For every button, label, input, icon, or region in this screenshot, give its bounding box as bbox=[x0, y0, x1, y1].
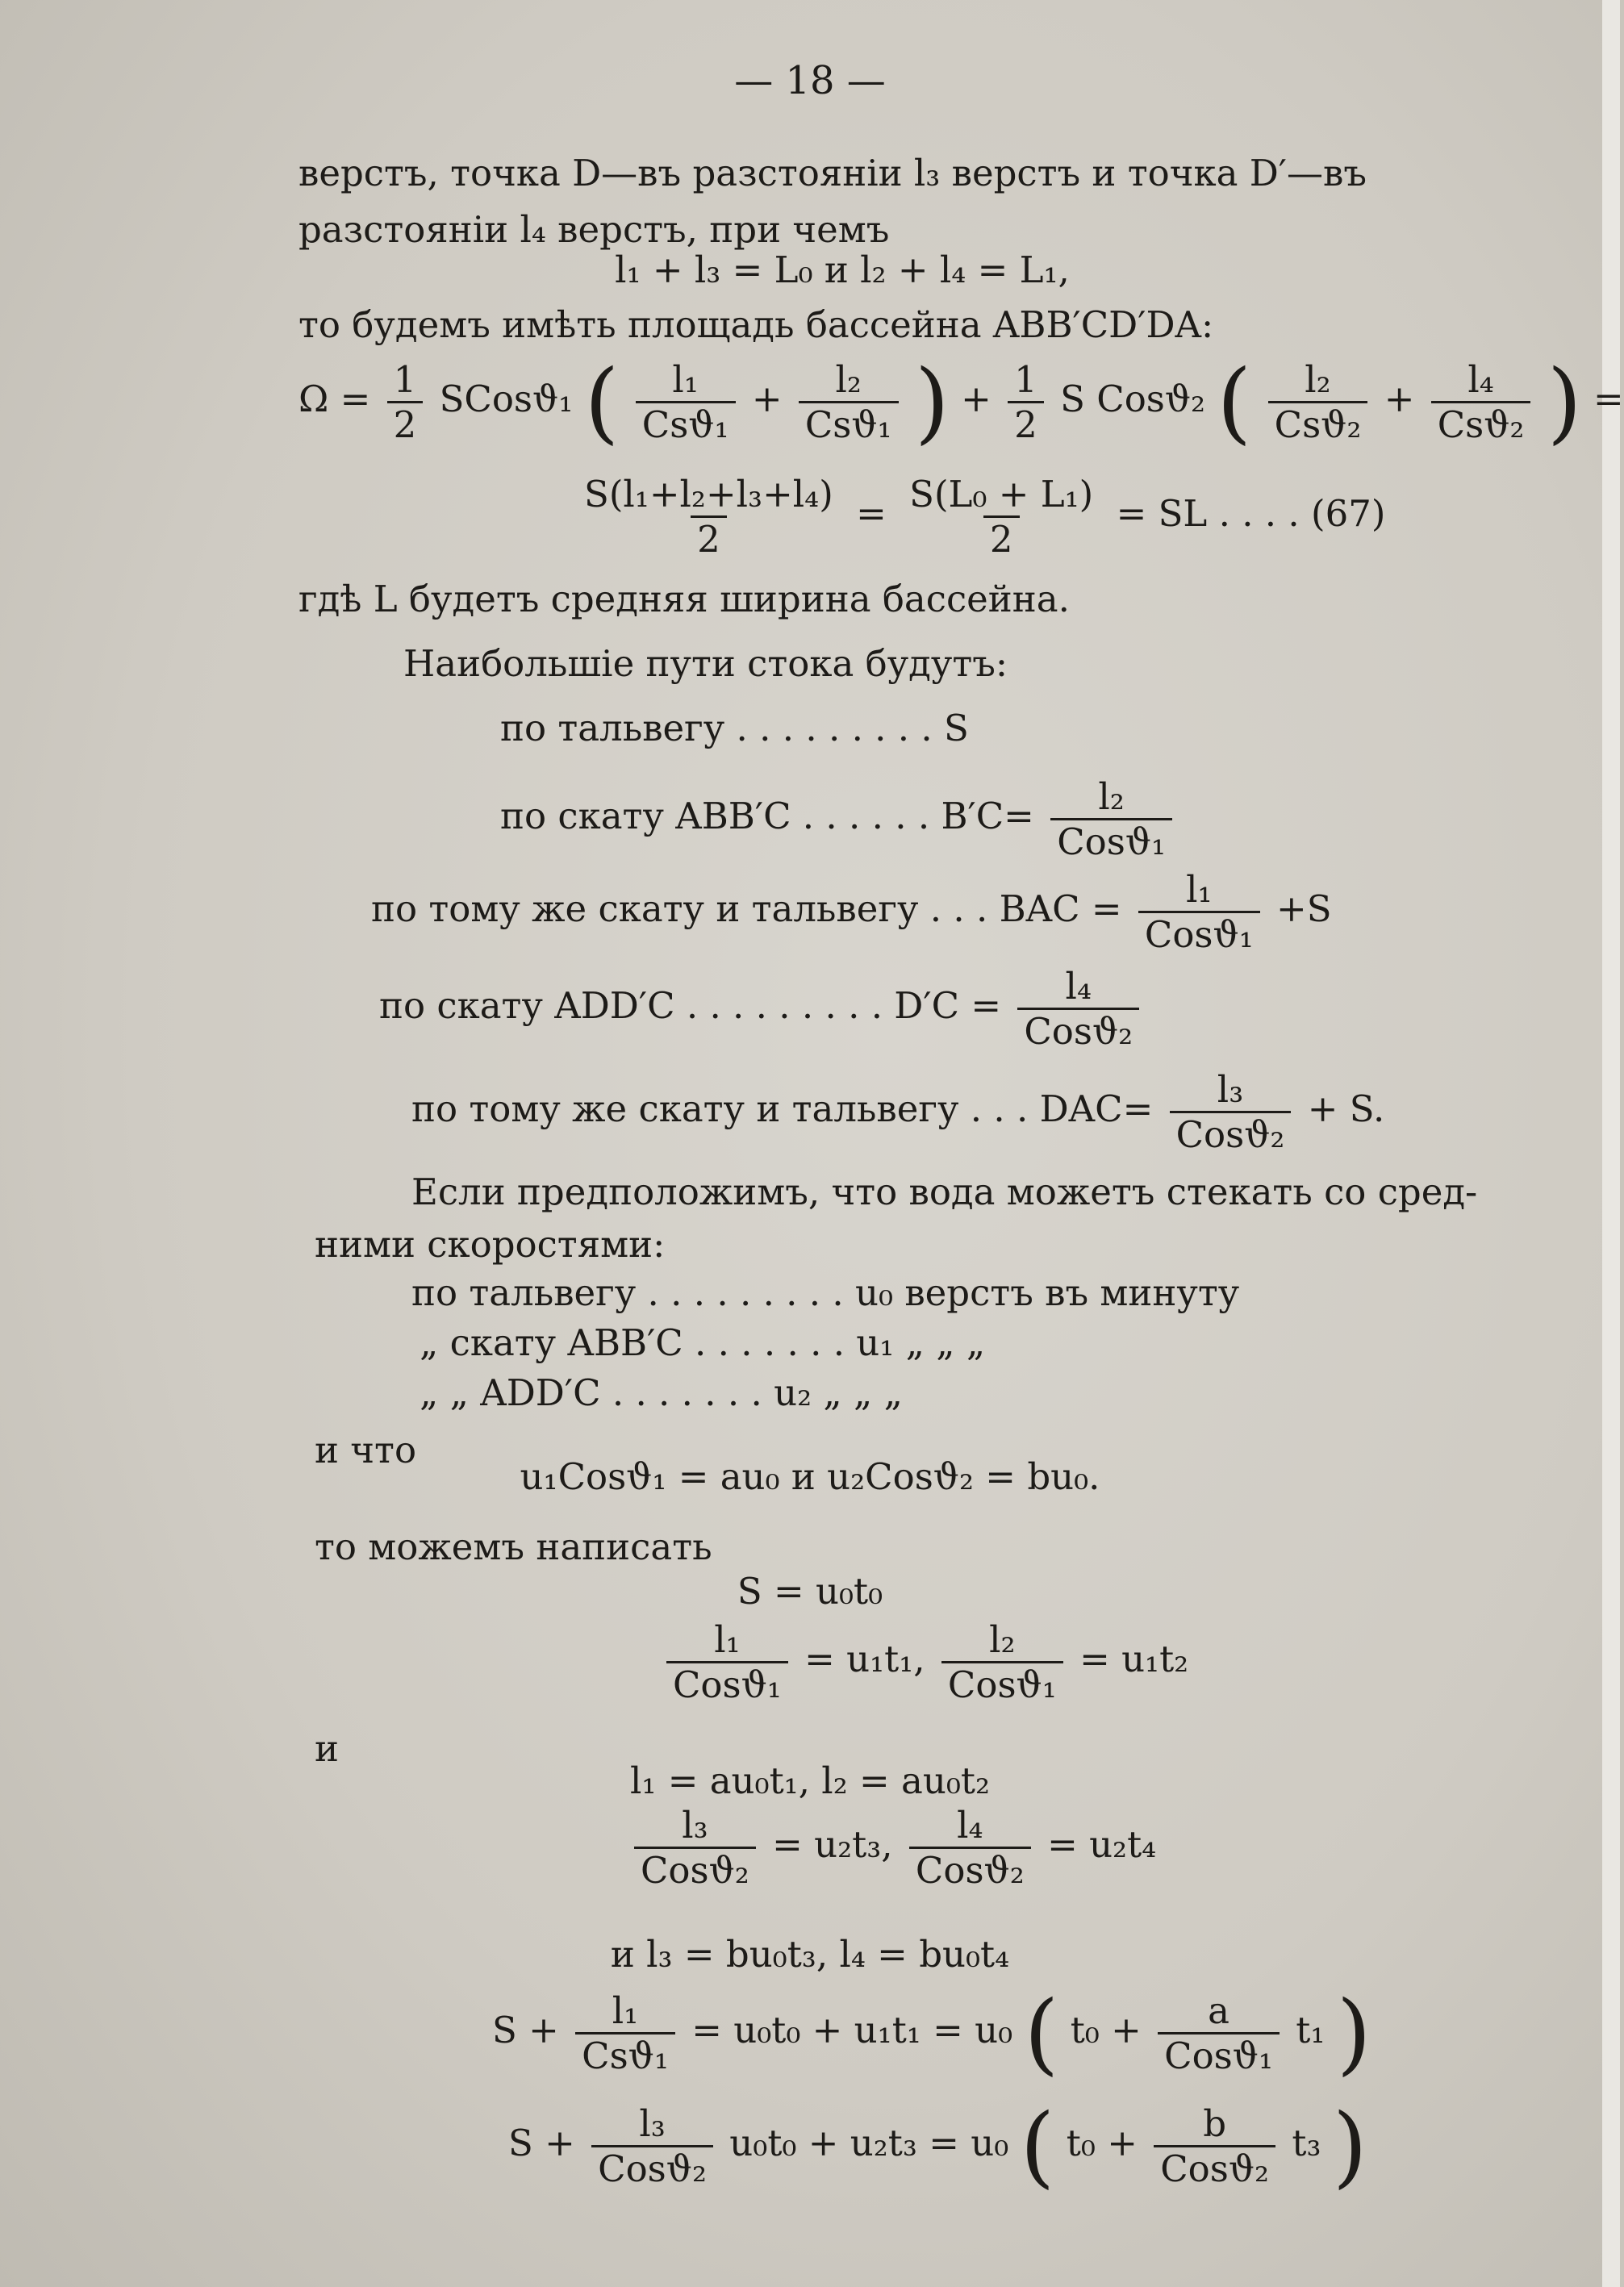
fraction: l₁ Csϑ₁ bbox=[636, 361, 736, 443]
fraction: l₂ Cosϑ₁ bbox=[1050, 778, 1172, 860]
path-slope-abbc: по скату ABB′C . . . . . . B′C= l₂ Cosϑ₁ bbox=[500, 778, 1177, 860]
text-line: Наибольшіе пути стока будутъ: bbox=[403, 642, 1008, 685]
equation-final-1: S + l₁ Csϑ₁ = u₀t₀ + u₁t₁ = u₀ ( t₀ + a Cosϑ₁ t₁ ) bbox=[492, 1981, 1371, 2085]
path-slope-thalweg-2: по тому же скату и тальвегу . . . DAC= l₃ Cosϑ₂ + S. bbox=[411, 1068, 1385, 1156]
equation-final-2: S + l₃ Cosϑ₂ u₀t₀ + u₂t₃ = u₀ ( t₀ + b Cosϑ₂ t₃ ) bbox=[508, 2094, 1367, 2197]
fraction: l₁ Cosϑ₁ bbox=[1138, 871, 1260, 953]
text-line: и bbox=[315, 1727, 339, 1770]
path-slope-addc: по скату ADD′C . . . . . . . . . D′C = l₄ Cosϑ₂ bbox=[379, 968, 1144, 1050]
fraction: l₁ Cosϑ₁ bbox=[666, 1621, 788, 1703]
fraction: a Cosϑ₁ bbox=[1158, 1993, 1280, 2074]
fraction: l₂ Csϑ₂ bbox=[1268, 361, 1368, 443]
fraction: l₄ Cosϑ₂ bbox=[1017, 968, 1139, 1050]
page-number: — 18 — bbox=[734, 58, 886, 103]
fraction: $\frac{\text{S(L₀ + L₁)}}{2}$ bbox=[909, 473, 1094, 561]
text-line: и что bbox=[315, 1429, 417, 1471]
equation-s: S = u₀t₀ bbox=[737, 1570, 883, 1613]
text-line: разстояніи l₄ верстъ, при чемъ bbox=[298, 208, 890, 251]
equation-l1-l2: l₁ Cosϑ₁ = u₁t₁, l₂ Cosϑ₁ = u₁t₂ bbox=[662, 1621, 1188, 1703]
fraction: l₄ Cosϑ₂ bbox=[909, 1807, 1031, 1888]
text-line: Если предположимъ, что вода можетъ стекать со сред- bbox=[411, 1171, 1478, 1213]
equation-l3-l4: l₃ Cosϑ₂ = u₂t₃, l₄ Cosϑ₂ = u₂t₄ bbox=[629, 1807, 1156, 1888]
fraction: b Cosϑ₂ bbox=[1154, 2105, 1275, 2187]
omega-symbol: Ω = bbox=[298, 378, 382, 420]
equation-L: l₁ + l₃ = L₀ и l₂ + l₄ = L₁, bbox=[615, 248, 1070, 291]
text-line: гдѣ L будетъ средняя ширина бассейна. bbox=[298, 578, 1070, 620]
equation-velocity: u₁Cosϑ₁ = au₀ и u₂Cosϑ₂ = bu₀. bbox=[520, 1455, 1100, 1498]
velocity-slope-addc: „ „ ADD′C . . . . . . . u₂ „ „ „ bbox=[420, 1371, 903, 1414]
text-line: то можемъ написать bbox=[315, 1525, 712, 1568]
fraction: l₃ Cosϑ₂ bbox=[1170, 1071, 1292, 1153]
omega-formula-cont: $\frac{\text{S(l₁+l₂+l₃+l₄)}}{2}$ = $\frac{\text{S(L₀ + L₁)}}{2}$ = SL . . . . (67) bbox=[573, 476, 1385, 557]
text-line: ними скоростями: bbox=[315, 1223, 666, 1266]
fraction: $\frac{1}{2}$ bbox=[387, 361, 424, 443]
text-line: то будемъ имѣть площадь бассейна ABB′CD′DA: bbox=[298, 303, 1214, 346]
fraction: l₃ Cosϑ₂ bbox=[591, 2105, 713, 2187]
velocity-slope-abbc: „ скату ABB′C . . . . . . . u₁ „ „ „ bbox=[420, 1321, 986, 1364]
velocity-thalweg: по тальвегу . . . . . . . . . u₀ верстъ въ минуту bbox=[411, 1271, 1240, 1314]
equation-l1-au0: l₁ = au₀t₁, l₂ = au₀t₂ bbox=[629, 1759, 991, 1802]
path-thalweg: по тальвегу . . . . . . . . . S bbox=[500, 707, 969, 749]
omega-formula: Ω = $\frac{1}{2}$ SCosϑ₁ ( l₁ Csϑ₁ + l₂ Csϑ₁ ) + $\frac{1}{2}$ S Cosϑ₂ ( l₂ Csϑ₂ + l₄ Csϑ₂ ) = bbox=[298, 350, 1624, 453]
path-slope-thalweg-1: по тому же скату и тальвегу . . . BAC = l₁ Cosϑ₁ +S bbox=[371, 868, 1332, 956]
fraction: $\frac{\text{S(l₁+l₂+l₃+l₄)}}{2}$ bbox=[584, 473, 833, 561]
fraction: l₂ Cosϑ₁ bbox=[941, 1621, 1063, 1703]
fraction: l₂ Csϑ₁ bbox=[799, 361, 899, 443]
fraction: $\frac{1}{2}$ bbox=[1008, 361, 1044, 443]
fraction: l₃ Cosϑ₂ bbox=[634, 1807, 756, 1888]
equation-l3-bu0: и l₃ = bu₀t₃, l₄ = bu₀t₄ bbox=[610, 1933, 1010, 1976]
fraction: l₁ Csϑ₁ bbox=[575, 1993, 675, 2074]
text-line: верстъ, точка D—въ разстояніи l₃ верстъ и точка D′—въ bbox=[298, 152, 1367, 194]
fraction: l₄ Csϑ₂ bbox=[1431, 361, 1531, 443]
